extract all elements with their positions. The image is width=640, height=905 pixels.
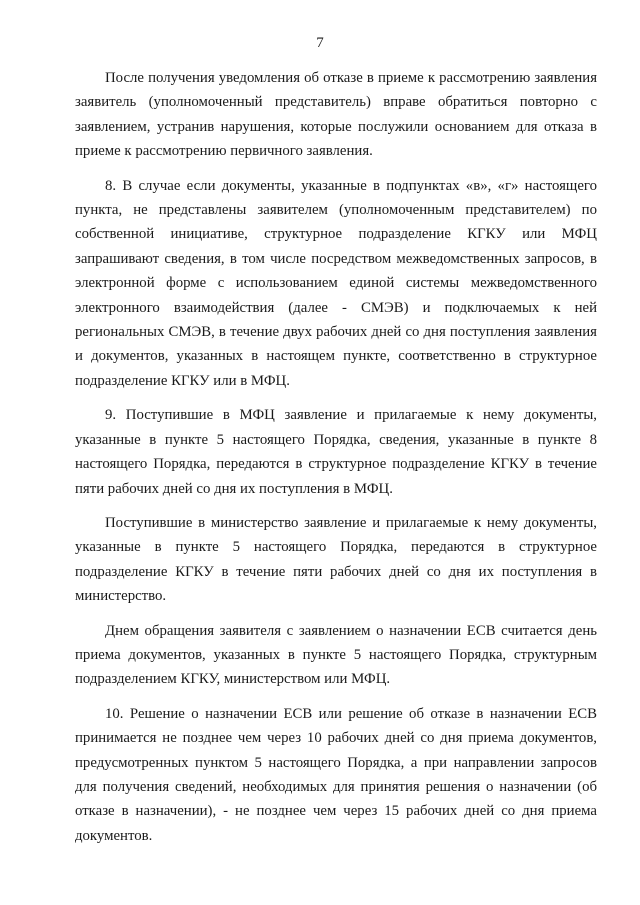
paragraph-item-8: 8. В случае если документы, указанные в подпунктах «в», «г» настоящего пункта, не представлены заявителем (уполномоченным представителем) по собственной инициативе, структурное подразделение КГКУ или МФЦ запрашивают сведения, в том числе посредством межведомственных запросов, в электронной форме с использованием единой системы межведомственного электронного взаимодействия (далее - СМЭВ) и подключаемых к ней региональных СМЭВ, в течение двух рабочих дней со дня поступления заявления и документов, указанных в настоящем пункте, соответственно в структурное подразделение КГКУ или в МФЦ. (75, 177, 597, 389)
paragraph-application-date: Днем обращения заявителя с заявлением о назначении ЕСВ считается день приема документов, указанных в пункте 5 настоящего Порядка, структурным подразделением КГКУ, министерством или МФЦ. (75, 622, 597, 688)
paragraph-item-10: 10. Решение о назначении ЕСВ или решение об отказе в назначении ЕСВ принимается не позднее чем через 10 рабочих дней со дня приема документов, предусмотренных пунктом 5 настоящего Порядка, а при направлении запросов для получения сведений, необходимых для принятия решения о назначении (об отказе в назначении), - не позднее чем через 15 рабочих дней со дня приема документов. (75, 705, 597, 844)
paragraph-resubmission: После получения уведомления об отказе в приеме к рассмотрению заявления заявитель (уполномоченный представитель) вправе обратиться повторно с заявлением, устранив нарушения, которые послужили основанием для отказа в приеме к рассмотрению первичного заявления. (75, 70, 597, 160)
paragraph-ministry-transfer: Поступившие в министерство заявление и прилагаемые к нему документы, указанные в пункте 5 настоящего Порядка, передаются в структурное подразделение КГКУ в течение пяти рабочих дней со дня их поступления в министерство. (75, 514, 597, 605)
page-number: 7 (316, 35, 324, 51)
document-body (75, 66, 597, 858)
paragraph-item-9: 9. Поступившие в МФЦ заявление и прилагаемые к нему документы, указанные в пункте 5 настоящего Порядка, сведения, указанные в пункте 8 настоящего Порядка, передаются в структурное подразделение КГКУ в течение пяти рабочих дней со дня их поступления в МФЦ. (75, 407, 597, 497)
